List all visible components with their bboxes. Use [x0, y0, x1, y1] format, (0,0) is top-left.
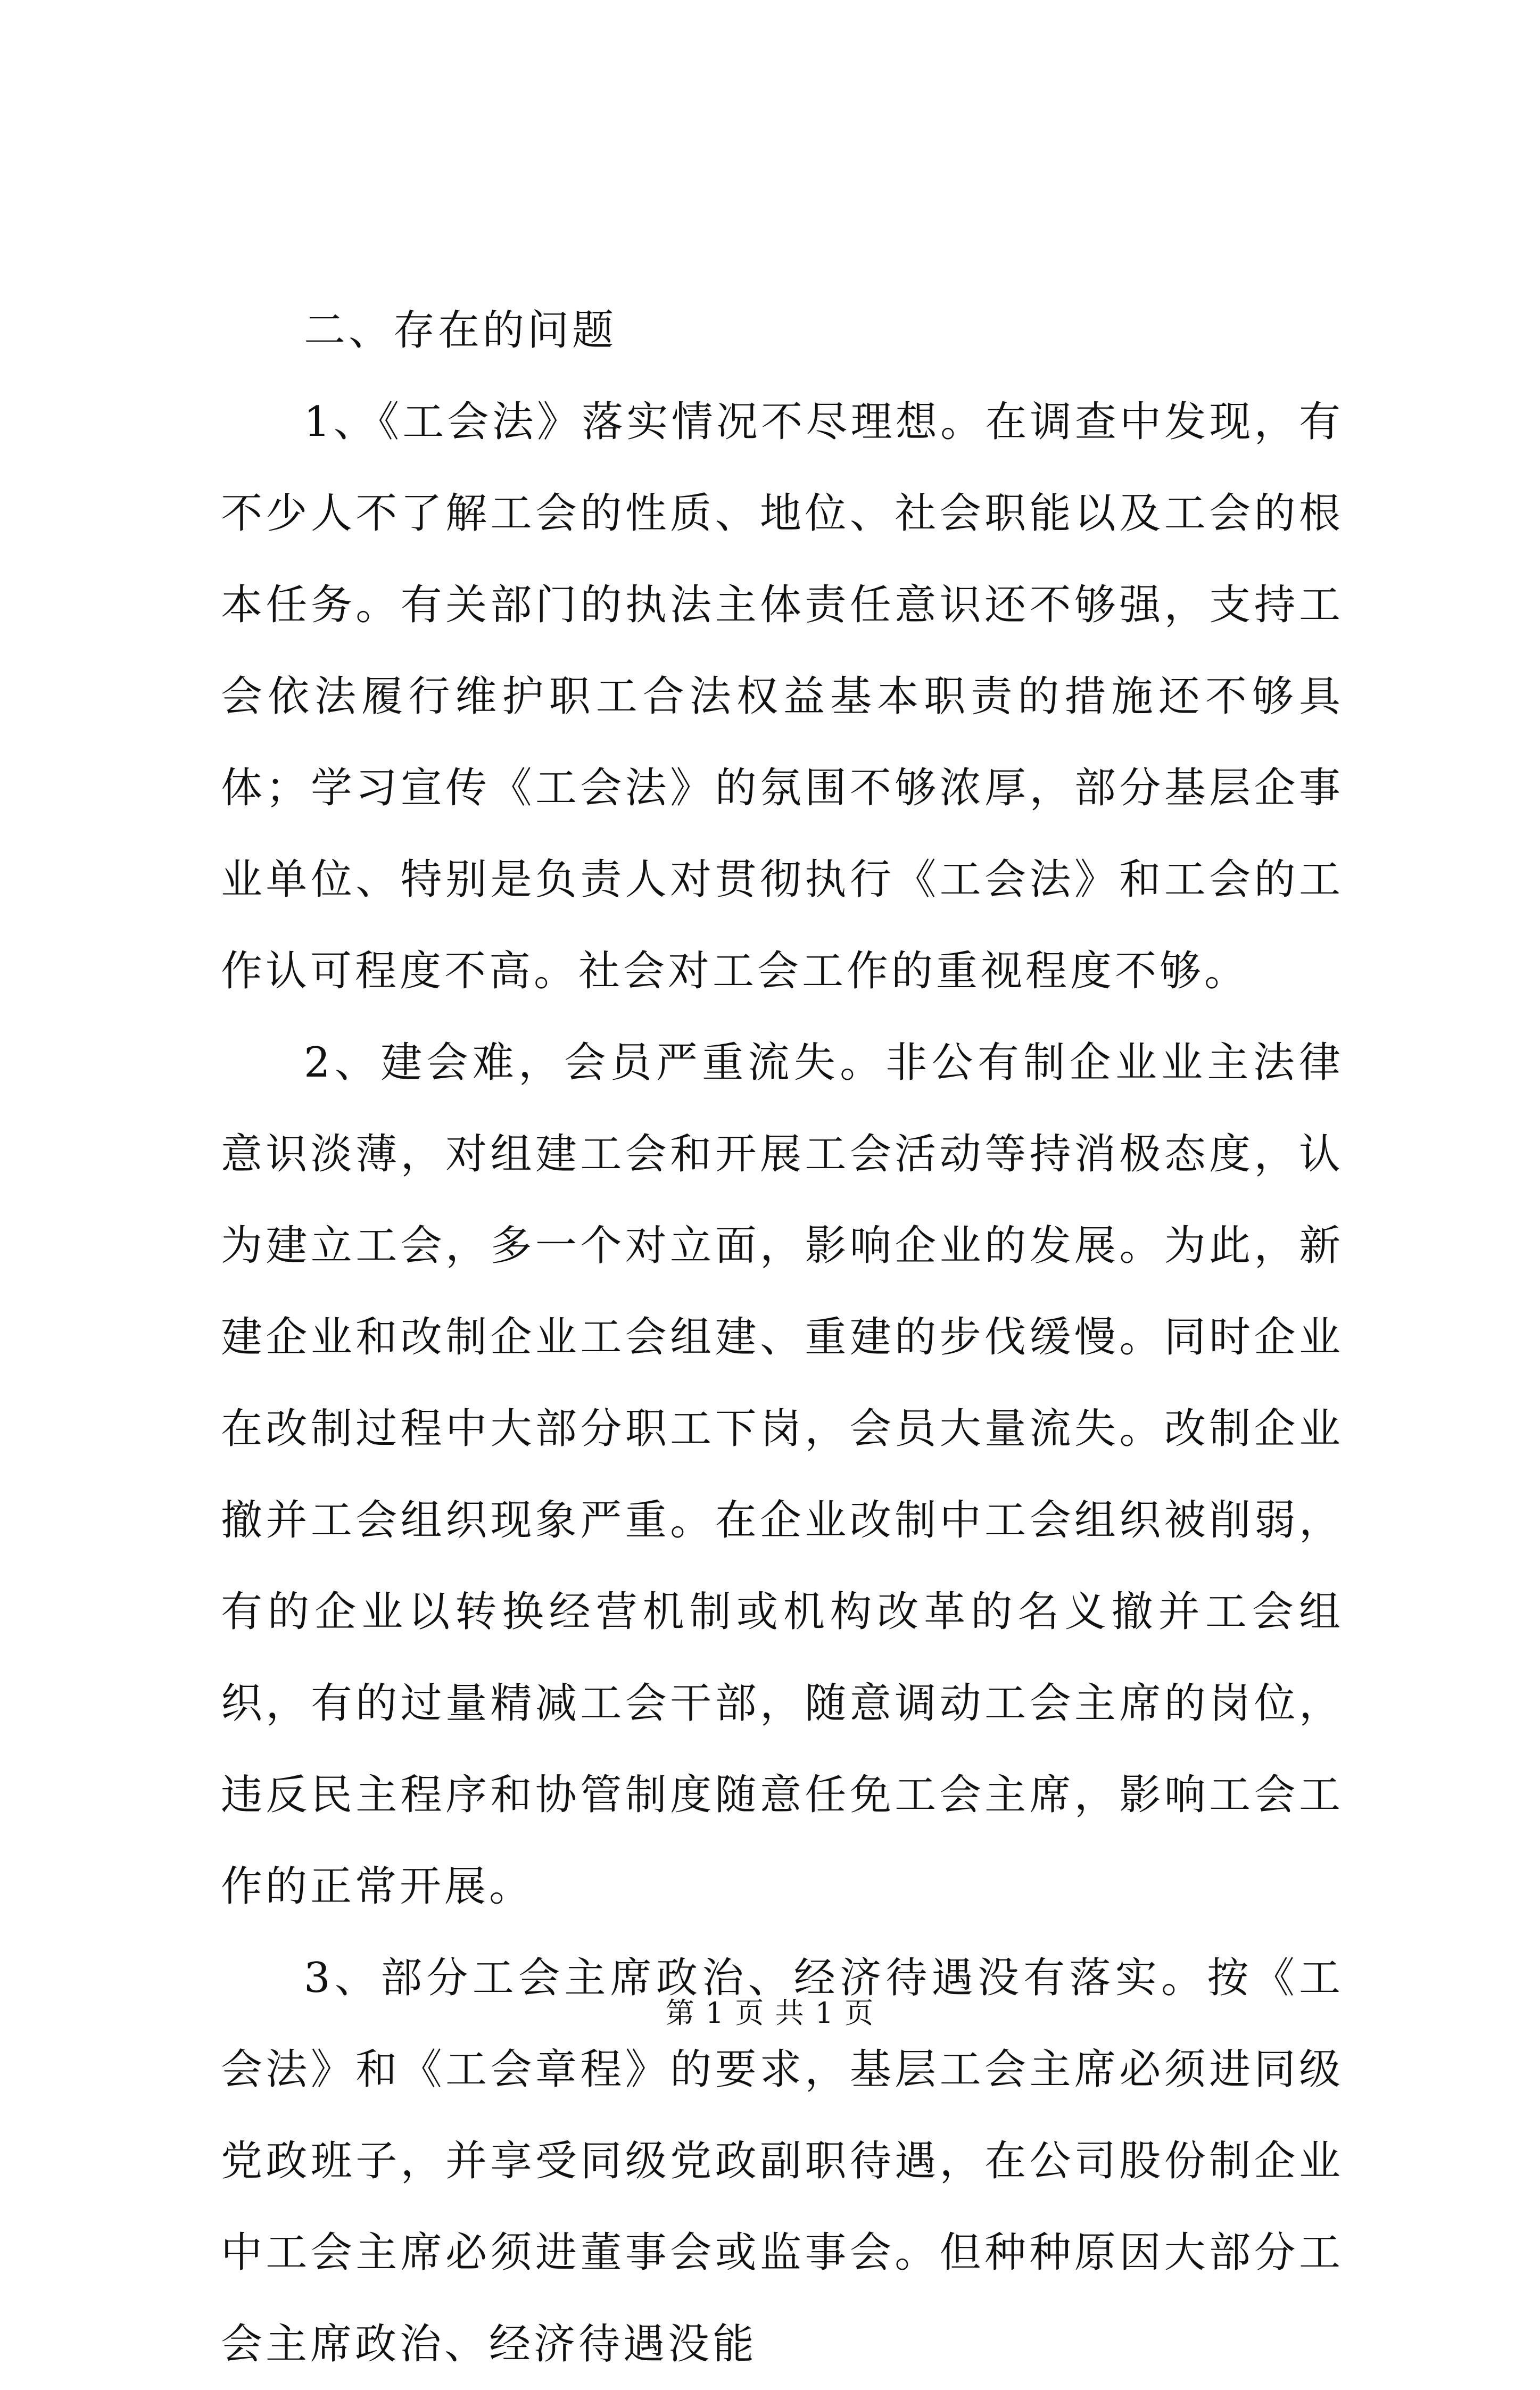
document-body — [221, 285, 1344, 2390]
paragraph-3: 3、部分工会主席政治、经济待遇没有落实。按《工会法》和《工会章程》的要求，基层工会主席必须进同级党政班子，并享受同级党政副职待遇，在公司股份制企业中工会主席必须进董事会或监事会。但种种原因大部分工会主席政治、经济待遇没能 — [221, 1954, 1344, 2368]
paragraph-1: 1、《工会法》落实情况不尽理想。在调查中发现，有不少人不了解工会的性质、地位、社会职能以及工会的根本任务。有关部门的执法主体责任意识还不够强，支持工会依法履行维护职工合法权益基本职责的措施还不够具体；学习宣传《工会法》的氛围不够浓厚，部分基层企事业单位、特别是负责人对贯彻执行《工会法》和工会的工作认可程度不高。社会对工会工作的重视程度不够。 — [221, 398, 1344, 995]
page-footer: 第 1 页 共 1 页 — [665, 1996, 875, 2030]
paragraph-2: 2、建会难，会员严重流失。非公有制企业业主法律意识淡薄，对组建工会和开展工会活动等持消极态度，认为建立工会，多一个对立面，影响企业的发展。为此，新建企业和改制企业工会组建、重建的步伐缓慢。同时企业在改制过程中大部分职工下岗，会员大量流失。改制企业撤并工会组织现象严重。在企业改制中工会组织被削弱，有的企业以转换经营机制或机构改革的名义撤并工会组织，有的过量精减工会干部，随意调动工会主席的岗位，违反民主程序和协管制度随意任免工会主席，影响工会工作的正常开展。 — [221, 1039, 1344, 1911]
section-heading: 二、存在的问题 — [304, 307, 617, 354]
